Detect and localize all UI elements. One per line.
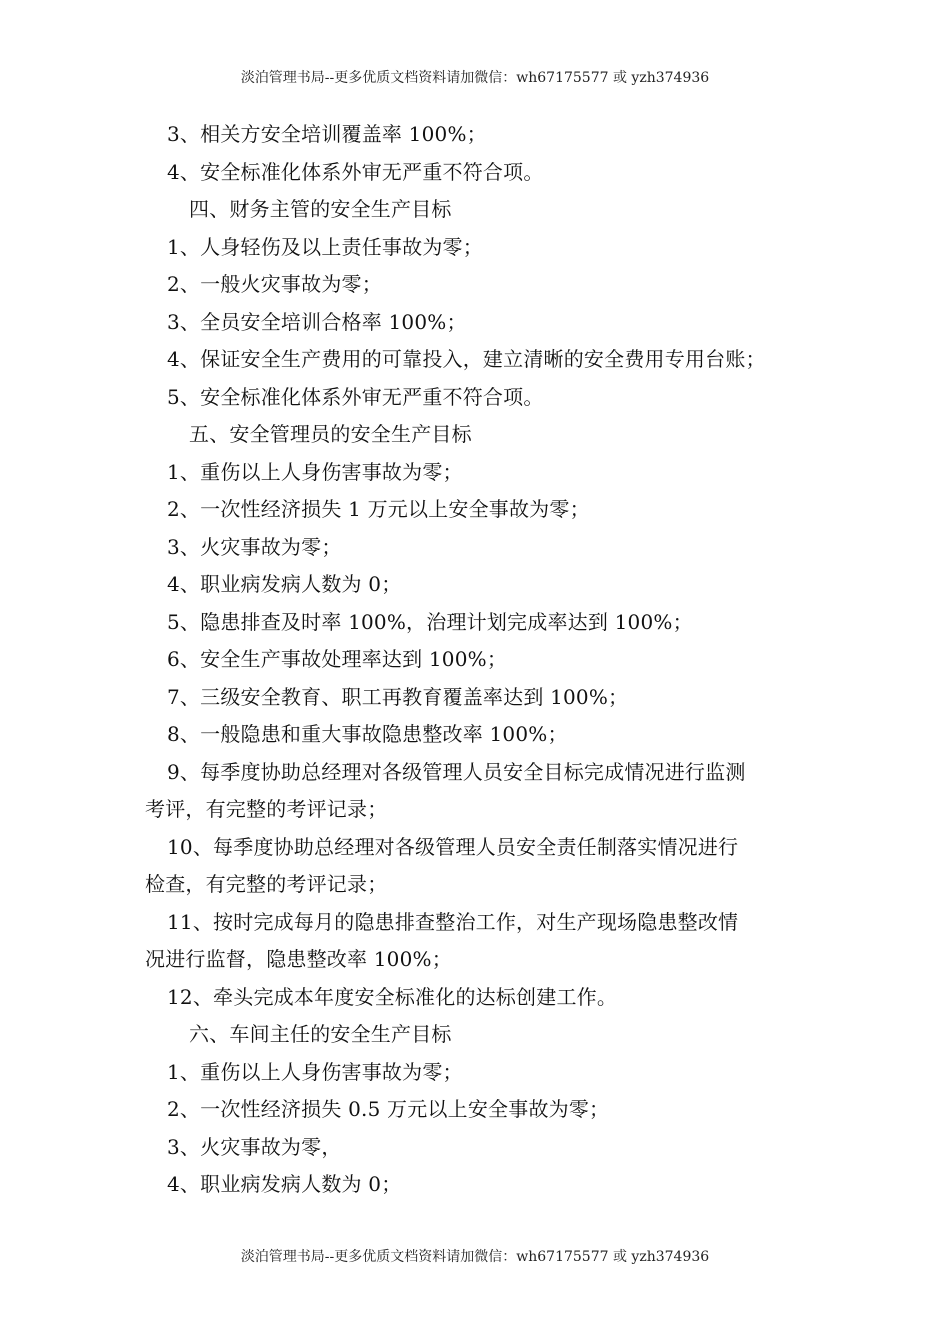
document-body	[0, 116, 950, 1204]
list-item: 4、职业病发病人数为 0；	[167, 1172, 402, 1196]
list-item: 1、人身轻伤及以上责任事故为零；	[167, 234, 483, 259]
list-item: 4、保证安全生产费用的可靠投入，建立清晰的安全费用专用台账；	[167, 347, 766, 371]
list-item: 4、安全标准化体系外审无严重不符合项。	[167, 159, 544, 184]
list-item: 2、一次性经济损失 0.5 万元以上安全事故为零；	[167, 1097, 610, 1121]
list-item-continuation: 检查，有完整的考评记录；	[145, 872, 388, 896]
list-item-continuation: 考评，有完整的考评记录；	[145, 797, 388, 821]
list-item: 1、重伤以上人身伤害事故为零；	[167, 1059, 463, 1084]
list-item: 2、一般火灾事故为零；	[167, 272, 382, 296]
section-heading: 六、车间主任的安全生产目标	[189, 1022, 452, 1046]
section-heading: 四、财务主管的安全生产目标	[189, 197, 452, 221]
list-item: 6、安全生产事故处理率达到 100%；	[167, 647, 508, 671]
list-item: 8、一般隐患和重大事故隐患整改率 100%；	[167, 722, 568, 746]
section-heading: 五、安全管理员的安全生产目标	[189, 422, 472, 446]
page-footer: 淡泊管理书局--更多优质文档资料请加微信：wh67175577 或 yzh374936	[240, 1249, 710, 1265]
list-item: 5、隐患排查及时率 100%，治理计划完成率达到 100%；	[167, 609, 693, 634]
list-item: 3、相关方安全培训覆盖率 100%；	[167, 122, 487, 146]
list-item: 3、全员安全培训合格率 100%；	[167, 309, 467, 334]
list-item: 5、安全标准化体系外审无严重不符合项。	[167, 384, 544, 409]
list-item: 2、一次性经济损失 1 万元以上安全事故为零；	[167, 497, 590, 521]
list-item-continuation: 况进行监督，隐患整改率 100%；	[145, 947, 452, 971]
list-item: 1、重伤以上人身伤害事故为零；	[167, 459, 463, 484]
list-item: 7、三级安全教育、职工再教育覆盖率达到 100%；	[167, 684, 629, 709]
list-item: 3、火灾事故为零；	[167, 534, 342, 559]
list-item: 11、按时完成每月的隐患排查整治工作，对生产现场隐患整改情	[167, 909, 739, 934]
page-header: 淡泊管理书局--更多优质文档资料请加微信：wh67175577 或 yzh374936	[240, 70, 710, 86]
list-item: 12、牵头完成本年度安全标准化的达标创建工作。	[167, 984, 618, 1009]
list-item: 3、火灾事故为零，	[167, 1134, 342, 1159]
list-item: 4、职业病发病人数为 0；	[167, 572, 402, 596]
list-item: 10、每季度协助总经理对各级管理人员安全责任制落实情况进行	[167, 834, 739, 859]
list-item: 9、每季度协助总经理对各级管理人员安全目标完成情况进行监测	[167, 759, 746, 784]
